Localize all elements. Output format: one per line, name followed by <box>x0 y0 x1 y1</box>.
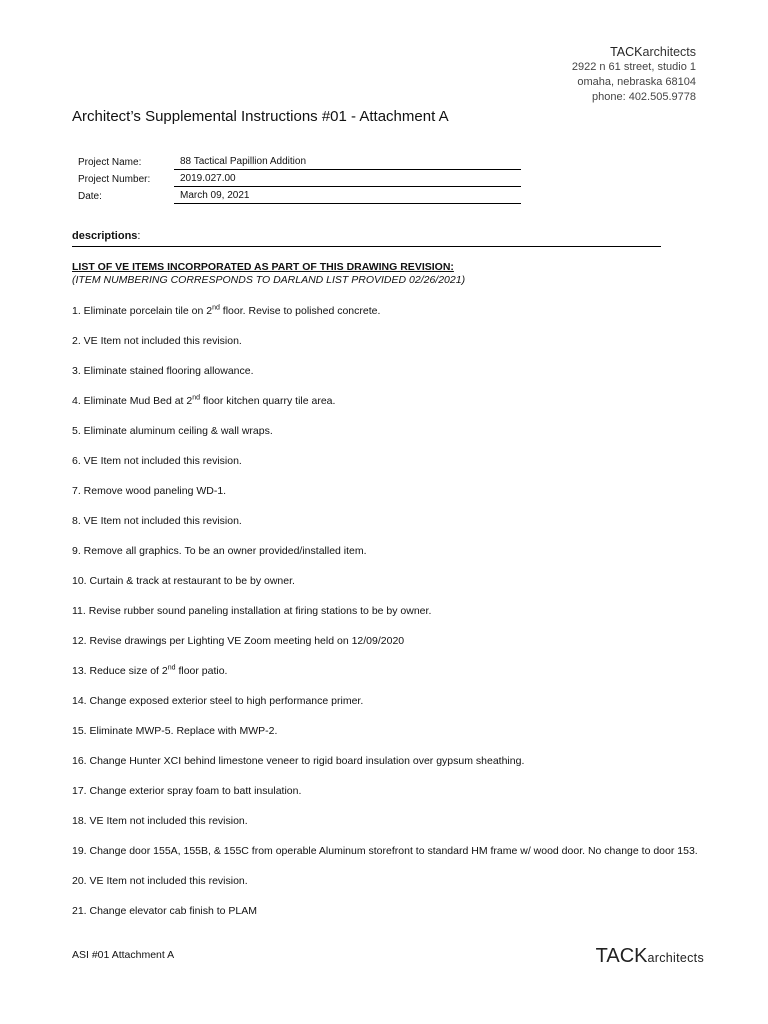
project-name-row <box>78 153 521 170</box>
ve-item-12: 12. Revise drawings per Lighting VE Zoom meeting held on 12/09/2020 <box>72 635 405 647</box>
brand-tack: TACK <box>610 45 643 59</box>
brand-architects: architects <box>642 45 696 59</box>
ve-item-13-text: 13. Reduce size of 2 <box>72 665 168 677</box>
ve-list-title: LIST OF VE ITEMS INCORPORATED AS PART OF THIS DRAWING REVISION: <box>72 261 454 273</box>
ve-item-4 <box>72 395 732 425</box>
ve-item-6: 6. VE Item not included this revision. <box>72 455 242 467</box>
descriptions-label: descriptions <box>72 230 138 242</box>
firm-header <box>572 45 696 105</box>
ve-item-8: 8. VE Item not included this revision. <box>72 515 242 527</box>
ve-item-5: 5. Eliminate aluminum ceiling & wall wraps. <box>72 425 273 437</box>
footer-brand-architects: architects <box>647 951 704 965</box>
ve-item-1-superscript: nd <box>212 304 220 312</box>
ve-item-21: 21. Change elevator cab finish to PLAM <box>72 905 258 917</box>
ve-list-header <box>72 261 465 287</box>
address-line-1: 2922 n 61 street, studio 1 <box>571 61 696 73</box>
descriptions-colon: : <box>137 230 141 242</box>
footer-brand-tack: TACK <box>595 945 648 967</box>
ve-item-1-text-end: floor. Revise to polished concrete. <box>219 305 381 317</box>
date-row <box>78 187 521 204</box>
ve-items-list <box>72 305 732 935</box>
ve-item-7: 7. Remove wood paneling WD-1. <box>72 485 227 497</box>
ve-item-11: 11. Revise rubber sound paneling installation at firing stations to be by owner. <box>72 605 432 617</box>
ve-item-13-superscript: nd <box>167 664 176 672</box>
ve-item-4-text-end: floor kitchen quarry tile area. <box>200 395 336 407</box>
project-name-label: Project Name: <box>78 157 142 168</box>
ve-item-13 <box>72 665 732 695</box>
date-value: March 09, 2021 <box>174 190 521 204</box>
phone-number: phone: 402.505.9778 <box>592 91 696 103</box>
descriptions-heading <box>72 230 661 247</box>
ve-item-2: 2. VE Item not included this revision. <box>72 335 242 347</box>
ve-item-9: 9. Remove all graphics. To be an owner provided/installed item. <box>72 545 367 557</box>
ve-item-3: 3. Eliminate stained flooring allowance. <box>72 365 254 377</box>
date-label: Date: <box>78 191 102 202</box>
ve-item-4-text: 4. Eliminate Mud Bed at 2 <box>72 395 193 407</box>
footer-document-label: ASI #01 Attachment A <box>72 949 175 961</box>
ve-item-14: 14. Change exposed exterior steel to high performance primer. <box>72 695 364 707</box>
ve-item-15: 15. Eliminate MWP-5. Replace with MWP-2. <box>72 725 278 737</box>
ve-item-16: 16. Change Hunter XCI behind limestone veneer to rigid board insulation over gypsum sheathing. <box>72 755 525 767</box>
ve-item-13-text-end: floor patio. <box>175 665 228 677</box>
ve-item-4-superscript: nd <box>192 394 201 402</box>
address-line-2: omaha, nebraska 68104 <box>577 76 696 88</box>
ve-item-1 <box>72 305 732 335</box>
project-number-label: Project Number: <box>78 174 151 185</box>
ve-item-20: 20. VE Item not included this revision. <box>72 875 248 887</box>
ve-item-18: 18. VE Item not included this revision. <box>72 815 248 827</box>
footer-logo-text <box>596 945 704 968</box>
ve-item-10: 10. Curtain & track at restaurant to be by owner. <box>72 575 295 587</box>
ve-item-1-text: 1. Eliminate porcelain tile on 2 <box>72 305 213 317</box>
document-title: Architect’s Supplemental Instructions #01 - Attachment A <box>72 108 449 125</box>
project-number-value: 2019.027.00 <box>174 173 521 187</box>
project-info-table <box>78 153 521 204</box>
ve-list-subtitle: (ITEM NUMBERING CORRESPONDS TO DARLAND LIST PROVIDED 02/26/2021) <box>72 274 466 286</box>
firm-logo-text <box>572 45 696 60</box>
ve-item-17: 17. Change exterior spray foam to batt insulation. <box>72 785 302 797</box>
ve-item-19: 19. Change door 155A, 155B, & 155C from operable Aluminum storefront to standard HM frame w/ wood door. No change to door 153. <box>72 845 698 857</box>
project-name-value: 88 Tactical Papillion Addition <box>174 156 521 170</box>
project-number-row <box>78 170 521 187</box>
